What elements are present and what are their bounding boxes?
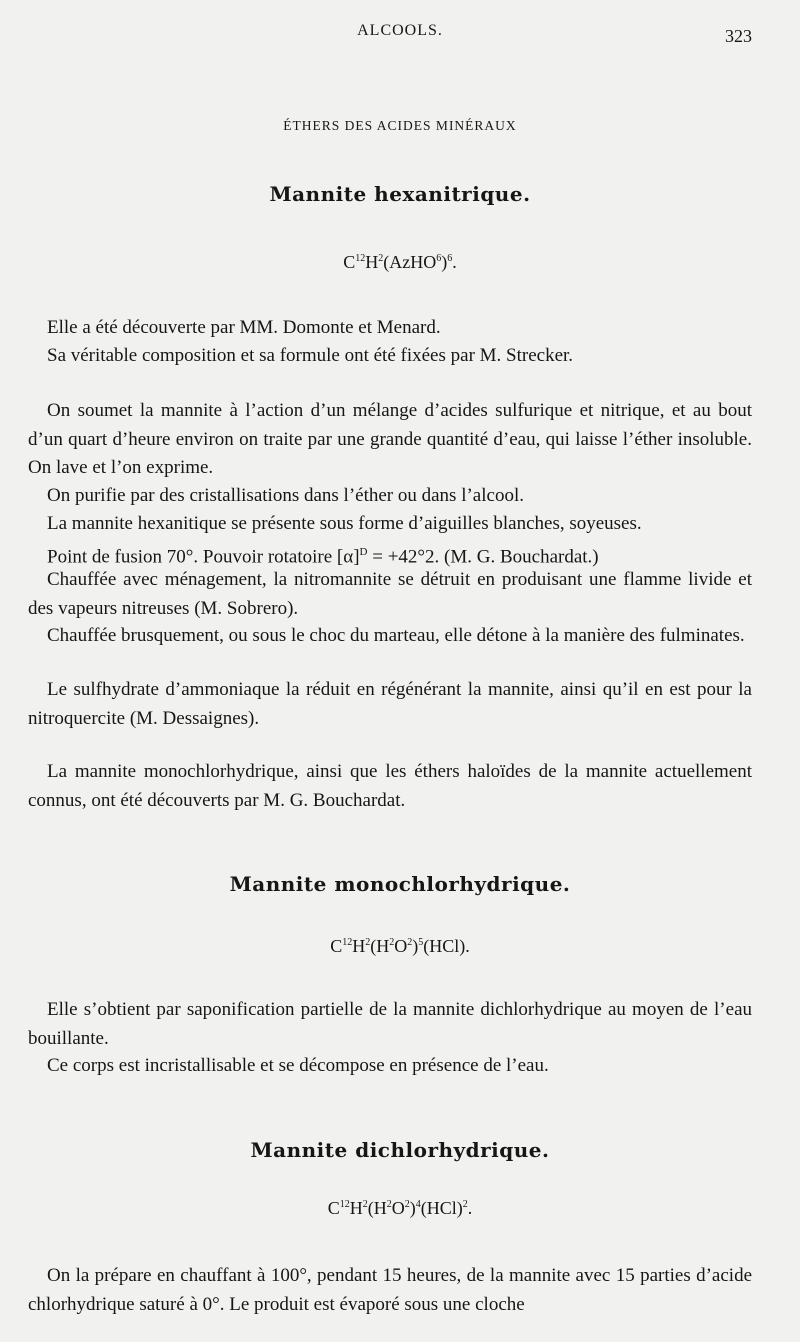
running-title: ALCOOLS. [357, 22, 443, 39]
paragraph: Elle a été découverte par MM. Domonte et Menard. [47, 317, 441, 338]
paragraph: On la prépare en chauffant à 100°, pendant 15 heures, de la mannite avec 15 parties d’acide chlorhydrique saturé à 0°. Le produit est évaporé sous une cloche [28, 1265, 752, 1315]
paragraph-melting-point: Point de fusion 70°. Pouvoir rotatoire $[\alpha]^D = +42^\circ 2$. (M. G. Bouchardat.) [47, 546, 599, 568]
paragraph: Elle s’obtient par saponification partielle de la mannite dichlorhydrique au moyen de l’eau bouillante. [28, 999, 752, 1049]
paragraph: Le sulfhydrate d’ammoniaque la réduit en régénérant la mannite, ainsi qu’il en est pour la nitroquercite (M. Dessaignes). [28, 679, 752, 729]
heading-mannite-dichlorhydrique: Mannite dichlorhydrique. [250, 1138, 550, 1162]
paragraph: On purifie par des cristallisations dans l’éther ou dans l’alcool. [47, 485, 524, 506]
paragraph: Sa véritable composition et sa formule ont été fixées par M. Strecker. [47, 345, 574, 366]
page-number: 323 [725, 26, 752, 46]
paragraph: Ce corps est incristallisable et se décompose en présence de l’eau. [47, 1055, 549, 1076]
heading-mannite-hexanitrique: Mannite hexanitrique. [269, 182, 531, 206]
formula-hexanitrique: $C^{12}H^2(AzHO^6)^6$. [343, 252, 457, 272]
heading-mannite-monochlorhydrique: Mannite monochlorhydrique. [229, 872, 571, 896]
paragraph: La mannite monochlorhydrique, ainsi que les éthers haloïdes de la mannite actuellement connus, ont été découverts par M. G. Bouchardat. [28, 761, 752, 811]
paragraph: Chauffée brusquement, ou sous le choc du marteau, elle détone à la manière des fulminates. [47, 625, 745, 646]
paragraph: On soumet la mannite à l’action d’un mélange d’acides sulfurique et nitrique, et au bout d’un quart d’heure environ on traite par une grande quantité d’eau, qui laisse l’éther insoluble. On lave et l’on exprime. [28, 400, 752, 478]
paragraph: Chauffée avec ménagement, la nitromannite se détruit en produisant une flamme livide et des vapeurs nitreuses (M. Sobrero). [28, 569, 752, 619]
paragraph: La mannite hexanitique se présente sous forme d’aiguilles blanches, soyeuses. [47, 513, 642, 534]
formula-monochlorhydrique: $C^{12}H^2(H^2O^2)^5(HCl)$. [330, 936, 470, 956]
formula-dichlorhydrique: $C^{12}H^2(H^2O^2)^4(HCl)^2$. [327, 1198, 473, 1218]
section-title: ÉTHERS DES ACIDES MINÉRAUX [283, 118, 517, 133]
